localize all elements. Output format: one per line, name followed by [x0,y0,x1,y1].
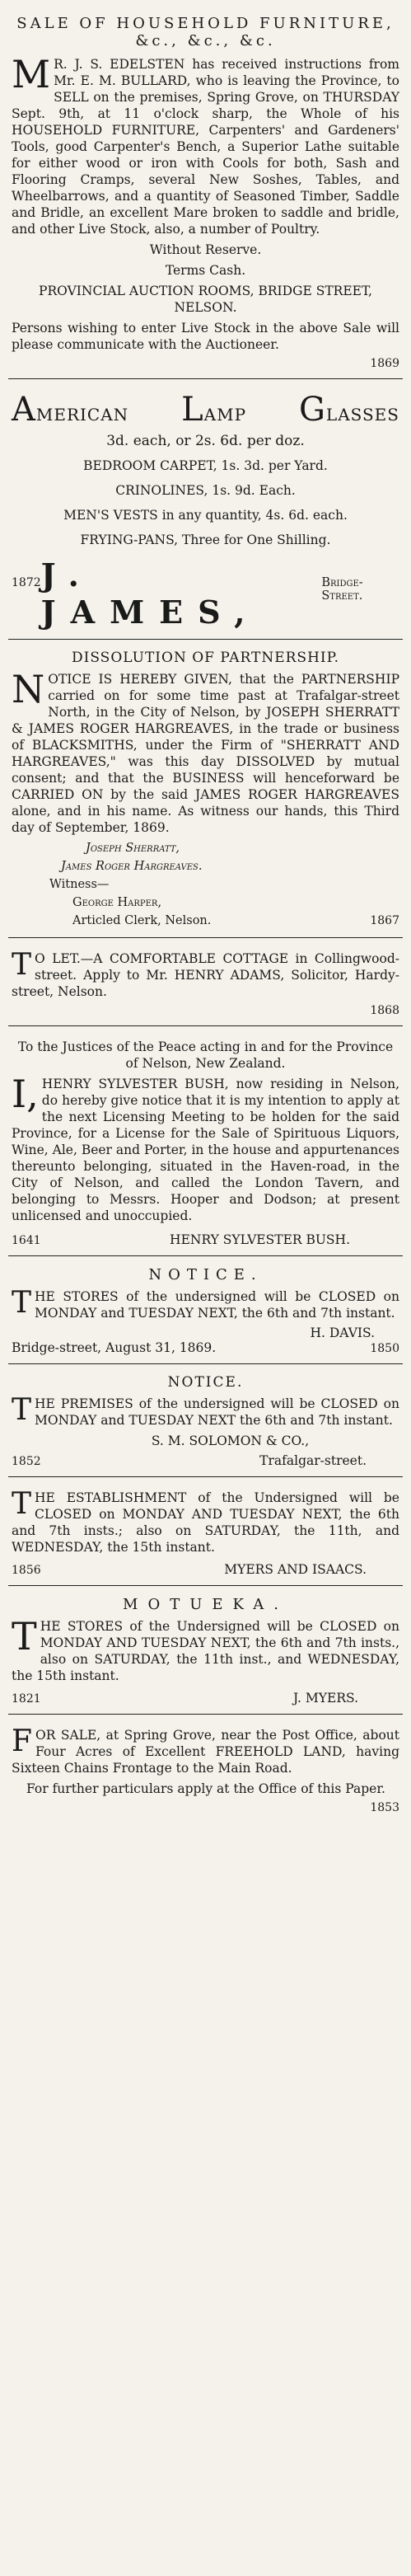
signer-name: H. DAVIS. [310,1326,375,1340]
crinolines-line: CRINOLINES, 1s. 9d. Each. [115,483,296,498]
ad-number: 1850 [370,1342,399,1355]
signature-1: Joseph Sherratt, [86,842,180,855]
ad-notice-solomon [8,1364,403,1477]
lamp-heading: AMERICAN LAMP GLASSES [12,391,399,429]
signer-street: Trafalgar-street. [259,1453,367,1468]
ad-note: For further particulars apply at the Office of this Paper. [26,1781,385,1796]
ad-number: 1856 [12,1564,41,1577]
ad-furniture-sale [8,3,403,379]
vests-line: MEN'S VESTS in any quantity, 4s. 6d. each. [63,508,348,523]
ad-number: 1853 [370,1801,399,1814]
signer-name: MYERS AND ISAACS. [224,1562,367,1577]
ad-number: 1867 [370,914,399,927]
ad-myers-isaacs [8,1477,403,1586]
ad-body: THE STORES of the Undersigned will be CLOSED on MONDAY AND TUESDAY NEXT, the 6th and 7th insts., also on SATURDAY, the 11th inst., and WEDNESDAY, the 15th instant. [12,1614,399,1683]
ad-body: THE PREMISES of the undersigned will be CLOSED on MONDAY and TUESDAY NEXT the 6th and 7th instant. [12,1393,399,1428]
signature-2: James Roger Hargreaves. [61,860,203,873]
ad-number: 1868 [370,1004,399,1017]
ad-license [8,1026,403,1256]
ad-title: MOTUEKA. [123,1596,288,1613]
ad-intro: To the Justices of the Peace acting in and for the Province of Nelson, New Zealand. [17,1039,394,1071]
ad-title: DISSOLUTION OF PARTNERSHIP. [71,650,340,666]
ad-title: SALE OF HOUSEHOLD FURNITURE, &c., &c., &c. [16,15,395,49]
ad-land-sale [8,1715,403,1823]
signer-name: J. MYERS. [293,1691,358,1706]
ad-body: NOTICE IS HEREBY GIVEN, that the PARTNERSHIP carried on for some time past at Trafalgar-street North, in the City of Nelson, by JOSEPH SHERRATT & JAMES ROGER HARGREAVES, in the trade or business of BLACKSMITHS, under the Firm of "SHERRATT AND HARGREAVES," was this day DISSOLVED by mutual consent; and that the BUSINESS will henceforward be CARRIED ON by the said JAMES ROGER HARGREAVES alone, and in his name. As witness our hands, this Third day of September, 1869. [12,667,399,835]
terms-line: Terms Cash. [165,263,246,278]
ad-number: 1641 [12,1234,41,1247]
ad-body: TO LET.—A COMFORTABLE COTTAGE in Collingwood-street. Apply to Mr. HENRY ADAMS, Solicitor, Hardy-street, Nelson. [12,948,399,999]
signer-place: Bridge-street, August 31, 1869. [12,1340,217,1355]
ad-number: 1872 [12,576,41,589]
witness-name: George Harper, [72,896,162,909]
witness-role: Articled Clerk, Nelson. [72,914,212,927]
price-line: 3d. each, or 2s. 6d. per doz. [106,433,305,449]
ad-to-let [8,938,403,1026]
applicant-name: HENRY SYLVESTER BUSH. [170,1232,350,1247]
ad-number: 1852 [12,1455,41,1468]
ad-lamp-glasses [8,379,403,640]
ad-title: NOTICE. [148,1266,263,1283]
ad-note: Persons wishing to enter Live Stock in the above Sale will please communicate with the Auctioneer. [12,321,399,352]
ad-number: 1821 [12,1692,41,1706]
ad-body: THE ESTABLISHMENT of the Undersigned will be CLOSED on MONDAY AND TUESDAY NEXT, the 6th and 7th insts.; also on SATURDAY, the 11th, and WEDNESDAY, the 15th instant. [12,1487,399,1555]
ad-body: MR. J. S. EDELSTEN has received instructions from Mr. E. M. BULLARD, who is leaving the Province, to SELL on the premises, Spring Grove, on THURSDAY Sept. 9th, at 11 o'clock sharp, the Whole of his HOUSEHOLD FURNITURE, Carpenters' and Gardeners' Tools, good Carpenter's Bench, a Superior Lathe suitable for either wood or iron with Cools for both, Sash and Flooring Cramps, several New Soshes, Tables, and Wheelbarrows, and a quantity of Seasoned Timber, Saddle and Bridle, an excellent Mare broken to saddle and bridle, and other Live Stock, also, a number of Poultry. [12,52,399,237]
ad-dissolution [8,640,403,938]
ad-motueka [8,1586,403,1715]
merchant-street: Bridge-Street. [321,576,363,603]
witness-label: Witness— [49,878,110,891]
carpet-line: BEDROOM CARPET, 1s. 3d. per Yard. [83,458,328,473]
ad-notice-davis [8,1256,403,1364]
rooms-line: PROVINCIAL AUCTION ROOMS, BRIDGE STREET, NELSON. [39,284,372,315]
ad-body: THE STORES of the undersigned will be CLOSED on MONDAY and TUESDAY NEXT, the 6th and 7th instant. [12,1286,399,1321]
ad-title: NOTICE. [167,1374,244,1391]
signer-name: S. M. SOLOMON & CO., [151,1433,310,1448]
newspaper-column [8,0,403,1828]
ad-number: 1869 [370,357,399,370]
merchant-name: J. JAMES, [40,556,260,631]
pans-line: FRYING-PANS, Three for One Shilling. [80,533,331,547]
reserve-line: Without Reserve. [149,242,262,257]
ad-body: FOR SALE, at Spring Grove, near the Post Office, about Four Acres of Excellent FREEHOLD LAND, having Sixteen Chains Frontage to the Main Road. [12,1724,399,1776]
ad-body: I,HENRY SYLVESTER BUSH, now residing in Nelson, do hereby give notice that it is my intention to apply at the next Licensing Meeting to be holden for the said Province, for a License for the Sale of Spirituous Liquors, Wine, Ale, Beer and Porter, in the house and appurtenances thereunto belonging, situated in the Haven-road, in the City of Nelson, and called the London Tavern, and belonging to Messrs. Hooper and Dodson; at present unlicensed and unoccupied. [12,1072,399,1223]
